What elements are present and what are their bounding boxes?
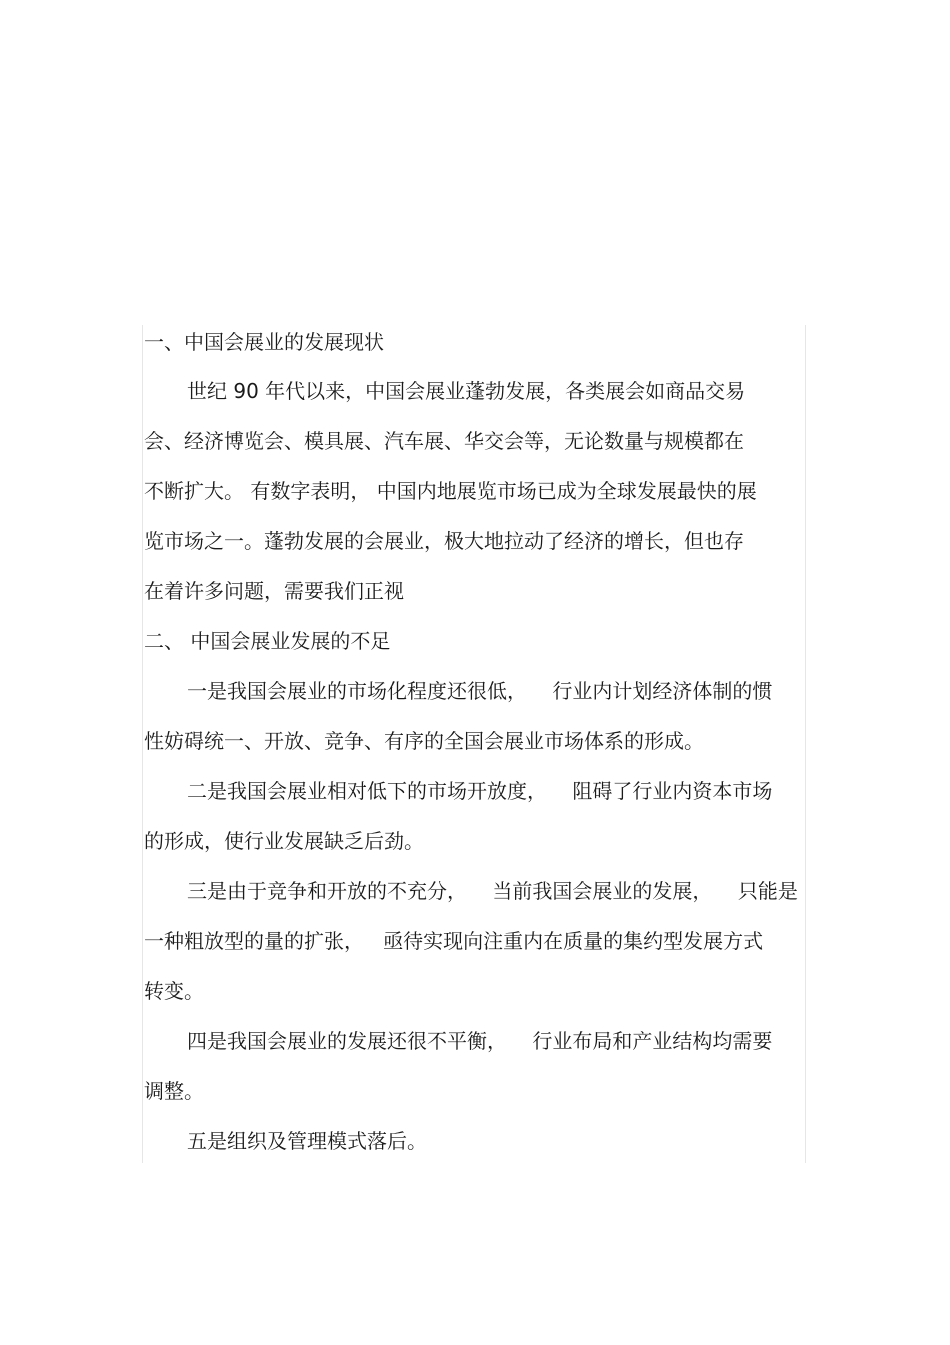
- point-2-line: 二是我国会展业相对低下的市场开放度， 阻碍了行业内资本市场: [187, 779, 773, 803]
- point-3-line: 一种粗放型的量的扩张， 亟待实现向注重内在质量的集约型发展方式: [144, 929, 764, 953]
- paragraph-line: 览市场之一。蓬勃发展的会展业，极大地拉动了经济的增长，但也存: [144, 529, 744, 553]
- section-1-heading: 一、中国会展业的发展现状: [144, 330, 384, 354]
- point-1-line: 一是我国会展业的市场化程度还很低， 行业内计划经济体制的惯: [187, 679, 773, 703]
- paragraph-line: 世纪 90 年代以来，中国会展业蓬勃发展，各类展会如商品交易: [187, 379, 746, 403]
- paragraph-line: 不断扩大。 有数字表明， 中国内地展览市场已成为全球发展最快的展: [144, 479, 757, 503]
- point-1-line: 性妨碍统一、开放、竞争、有序的全国会展业市场体系的形成。: [144, 729, 704, 753]
- point-3-line: 三是由于竞争和开放的不充分， 当前我国会展业的发展， 只能是: [187, 879, 798, 903]
- point-3-line: 转变。: [144, 979, 204, 1003]
- point-2-line: 的形成，使行业发展缺乏后劲。: [144, 829, 424, 853]
- paragraph-line: 在着许多问题，需要我们正视: [144, 579, 404, 603]
- section-2-heading: 二、 中国会展业发展的不足: [144, 629, 391, 653]
- paragraph-line: 会、经济博览会、模具展、汽车展、华交会等，无论数量与规模都在: [144, 429, 744, 453]
- point-4-line: 四是我国会展业的发展还很不平衡， 行业布局和产业结构均需要: [187, 1029, 773, 1053]
- point-5-line: 五是组织及管理模式落后。: [187, 1129, 427, 1153]
- point-4-line: 调整。: [144, 1079, 204, 1103]
